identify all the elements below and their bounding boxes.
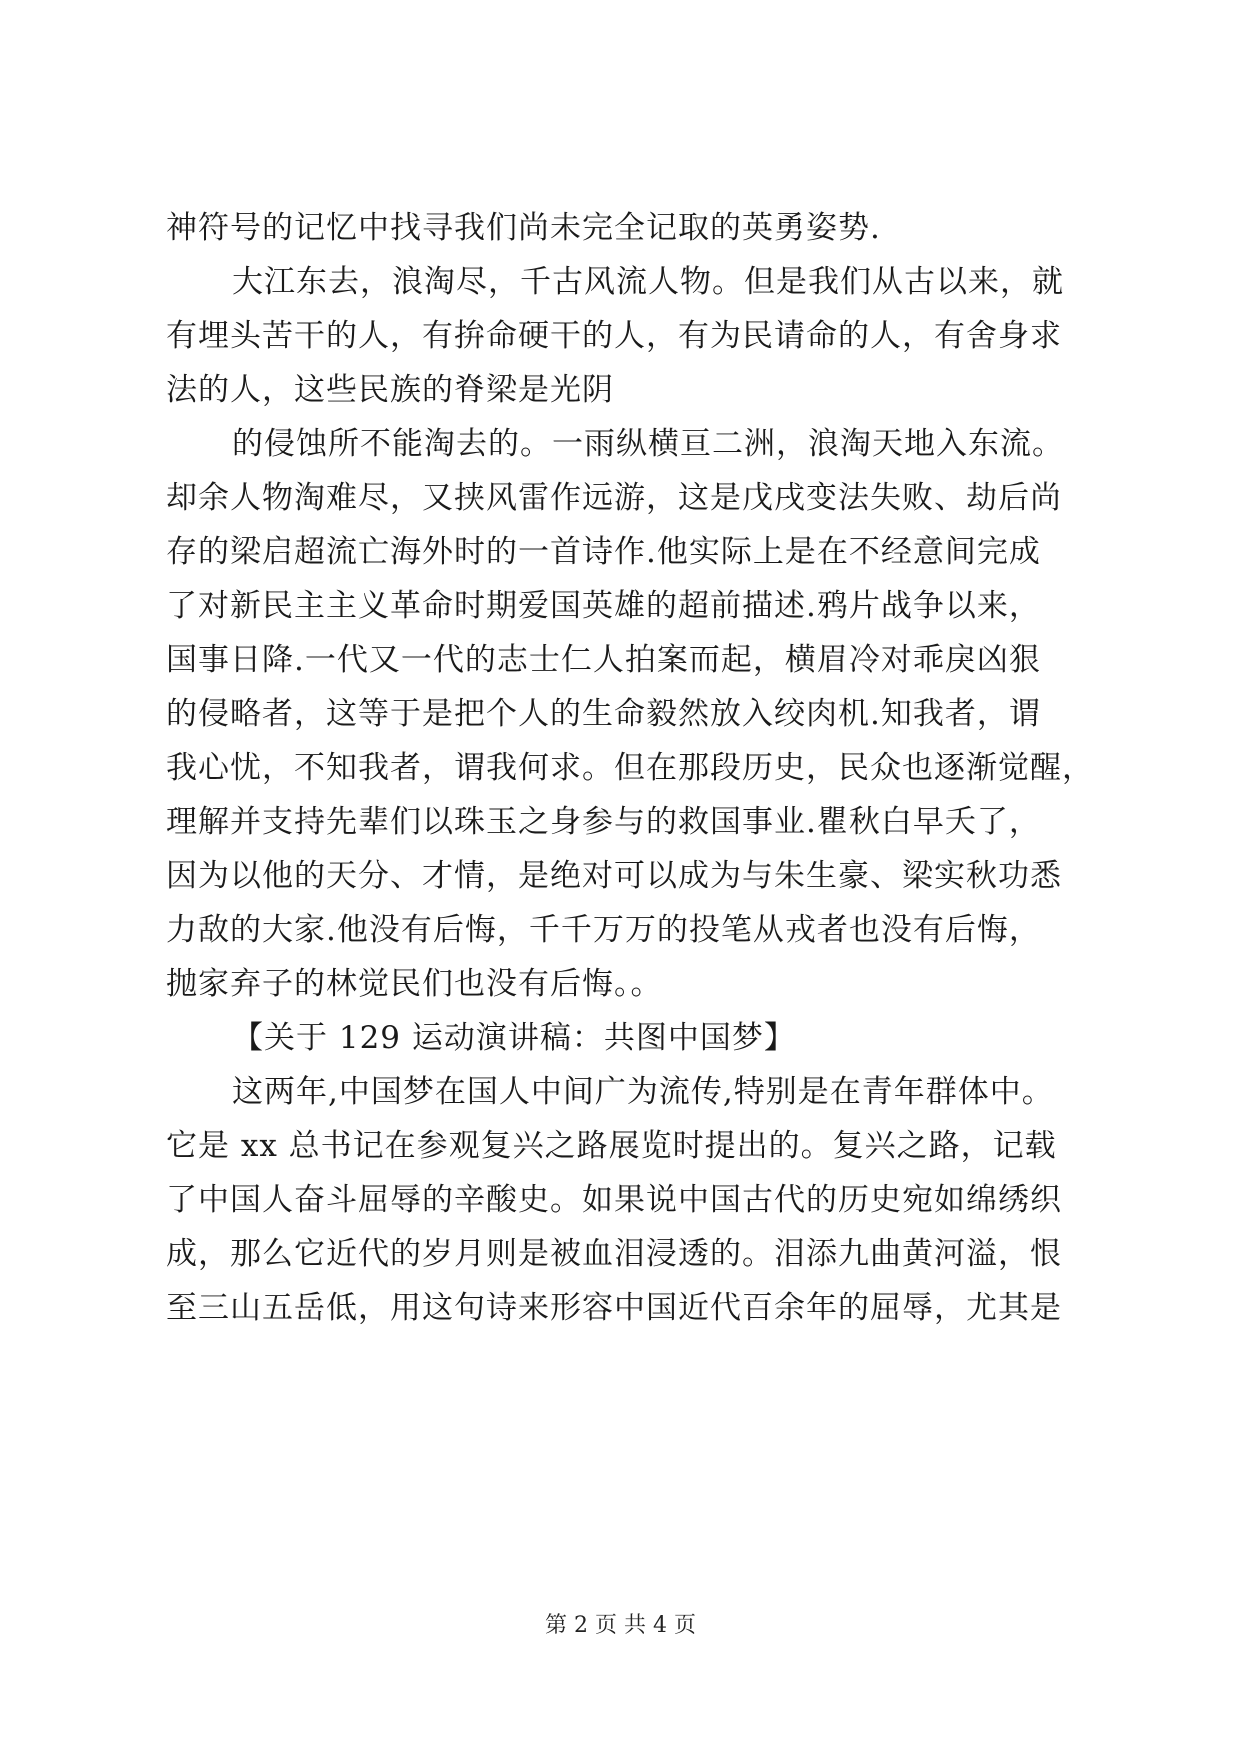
text-line: 法的人，这些民族的脊梁是光阴 [166, 372, 614, 408]
text-line: 理解并支持先辈们以珠玉之身参与的救国事业.瞿秋白早夭了， [166, 804, 1041, 840]
text-line: 成，那么它近代的岁月则是被血泪浸透的。泪添九曲黄河溢，恨 [166, 1236, 1062, 1272]
text-line: 的侵蚀所不能淘去的。一雨纵横亘二洲，浪淘天地入东流。 [232, 426, 1064, 462]
text-line: 至三山五岳低，用这句诗来形容中国近代百余年的屈辱，尤其是 [166, 1290, 1062, 1326]
body-text [166, 201, 1094, 1335]
text-line: 我心忧，不知我者，谓我何求。但在那段历史，民众也逐渐觉醒， [166, 750, 1094, 786]
text-line: 有埋头苦干的人，有拚命硬干的人，有为民请命的人，有舍身求 [166, 318, 1062, 354]
text-line: 国事日降.一代又一代的志士仁人拍案而起，横眉冷对乖戾凶狠 [166, 642, 1041, 678]
text-line: 存的梁启超流亡海外时的一首诗作.他实际上是在不经意间完成 [166, 534, 1041, 570]
text-line: 【关于 129 运动演讲稿：共图中国梦】 [232, 1020, 796, 1056]
text-line: 抛家弃子的林觉民们也没有后悔。。 [166, 966, 663, 1002]
text-line: 这两年,中国梦在国人中间广为流传,特别是在青年群体中。 [232, 1074, 1054, 1110]
text-line: 神符号的记忆中找寻我们尚未完全记取的英勇姿势. [166, 210, 881, 246]
text-line: 了中国人奋斗屈辱的辛酸史。如果说中国古代的历史宛如绵绣织 [166, 1182, 1062, 1218]
text-line: 大江东去，浪淘尽，千古风流人物。但是我们从古以来，就 [232, 264, 1064, 300]
text-line: 的侵略者，这等于是把个人的生命毅然放入绞肉机.知我者，谓 [166, 696, 1041, 732]
text-line: 了对新民主主义革命时期爱国英雄的超前描述.鸦片战争以来， [166, 588, 1041, 624]
text-line: 力敌的大家.他没有后悔，千千万万的投笔从戎者也没有后悔， [166, 912, 1041, 948]
text-line: 却余人物淘难尽，又挟风雷作远游，这是戊戌变法失败、劫后尚 [166, 480, 1062, 516]
page-footer: 第 2 页 共 4 页 [545, 1613, 696, 1638]
text-line: 因为以他的天分、才情，是绝对可以成为与朱生豪、梁实秋功悉 [166, 858, 1062, 894]
text-line: 它是 xx 总书记在参观复兴之路展览时提出的。复兴之路，记载 [166, 1128, 1057, 1164]
